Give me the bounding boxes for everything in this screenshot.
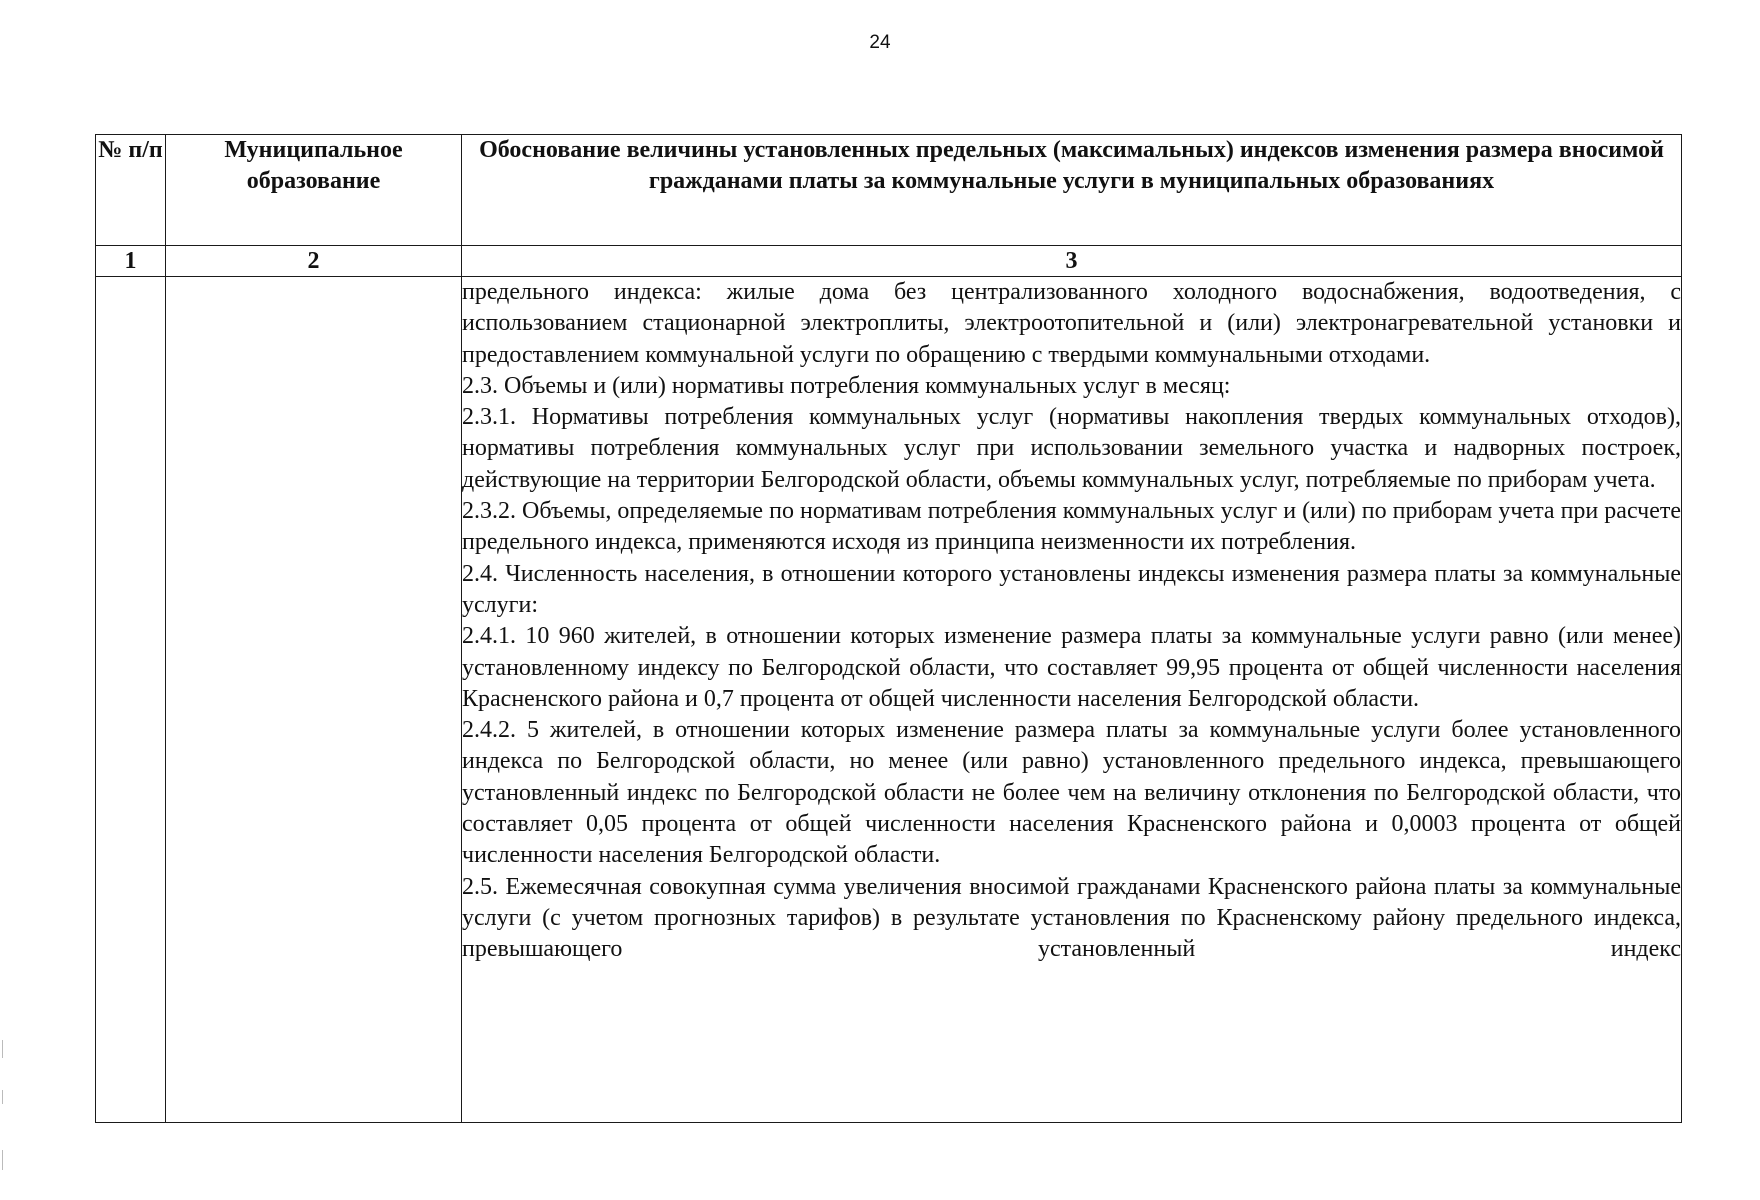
header-number: № п/п: [96, 135, 166, 246]
scan-edge-mark: [2, 1040, 3, 1058]
header-municipality: Муниципальное образование: [166, 135, 462, 246]
paragraph-7: 2.4.2. 5 жителей, в отношении которых изменение размера платы за коммунальные услуги более установленного индекса по Белгородской области, но менее (или равно) установленного предельного индекса, превышающего установленный индекс по Белгородской области не более чем на величину отклонения по Белгородской области, что составляет 0,05 процента от общей численности населения Красненского района и 0,0003 процента от общей численности населения Белгородской области.: [462, 717, 1681, 869]
column-number-1: 1: [96, 246, 166, 277]
column-number-3: 3: [462, 246, 1682, 277]
header-justification: Обоснование величины установленных предельных (максимальных) индексов изменения размера вносимой гражданами платы за коммунальные услуги в муниципальных образованиях: [462, 135, 1682, 246]
paragraph-3: 2.3.1. Нормативы потребления коммунальных услуг (нормативы накопления твердых коммунальных отходов), нормативы потребления коммунальных услуг при использовании земельного участка и надворных построек, действующие на территории Белгородской области, объемы коммунальных услуг, потребляемые по приборам учета.: [462, 404, 1681, 493]
paragraph-2: 2.3. Объемы и (или) нормативы потребления коммунальных услуг в месяц:: [462, 372, 1231, 399]
column-number-2: 2: [166, 246, 462, 277]
scan-edge-mark: [2, 1090, 3, 1104]
row-justification-cell: [462, 277, 1682, 1123]
paragraph-4: 2.3.2. Объемы, определяемые по нормативам потребления коммунальных услуг и (или) по приборам учета при расчете предельного индекса, применяются исходя из принципа неизменности их потребления.: [462, 498, 1681, 556]
page-number: 24: [869, 32, 891, 53]
paragraph-5: 2.4. Численность населения, в отношении которого установлены индексы изменения размера платы за коммунальные услуги:: [462, 560, 1681, 618]
paragraph-8: 2.5. Ежемесячная совокупная сумма увеличения вносимой гражданами Красненского района платы за коммунальные услуги (с учетом прогнозных тарифов) в результате установления по Красненскому району предельного индекса, превышающего установленный индекс: [462, 873, 1681, 963]
table-row: [96, 277, 1682, 1123]
scan-edge-mark: [2, 1150, 3, 1170]
table-header-row: [96, 135, 1682, 246]
row-number-cell: [96, 277, 166, 1123]
paragraph-1: предельного индекса: жилые дома без централизованного холодного водоснабжения, водоотведения, с использованием стационарной электроплиты, электроотопительной и (или) электронагревательной установки и предоставлением коммунальной услуги по обращению с твердыми коммунальными отходами.: [462, 279, 1681, 368]
justification-table: [95, 134, 1682, 1123]
paragraph-6: 2.4.1. 10 960 жителей, в отношении которых изменение размера платы за коммунальные услуги равно (или менее) установленному индексу по Белгородской области, что составляет 99,95 процента от общей численности населения Красненского района и 0,7 процента от общей численности населения Белгородской области.: [462, 623, 1681, 712]
row-municipality-cell: [166, 277, 462, 1123]
column-number-row: [96, 246, 1682, 277]
